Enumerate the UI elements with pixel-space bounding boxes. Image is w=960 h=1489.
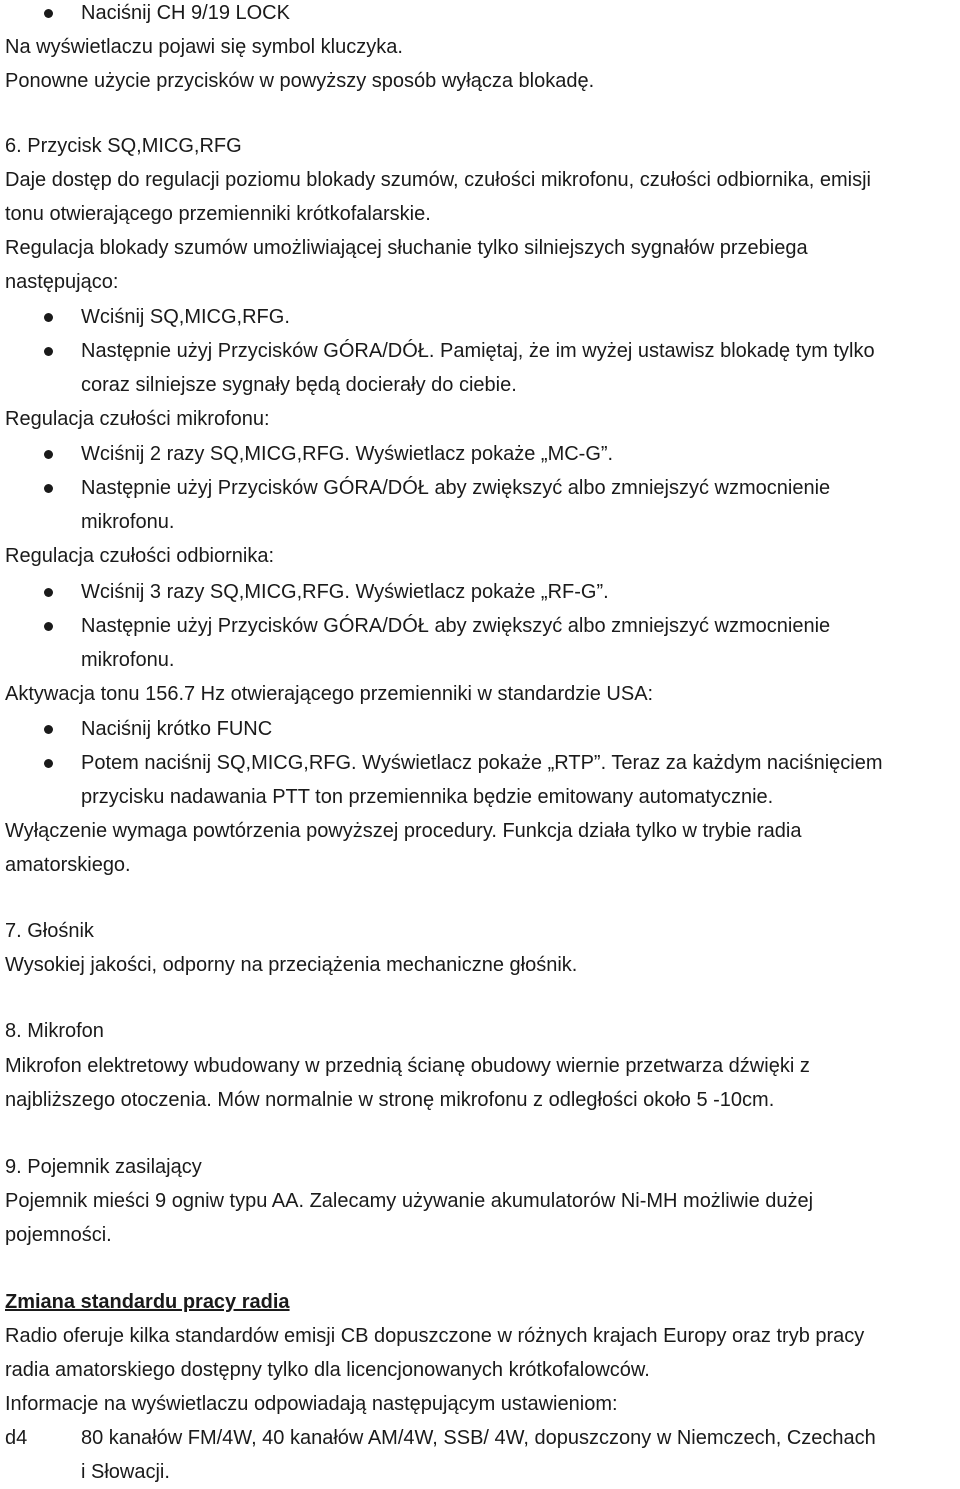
definition-value: 80 kanałów FM/4W, 40 kanałów AM/4W, SSB/ 4W, dopuszczony w Niemczech, Czechach [81, 1427, 876, 1449]
list-item: Następnie użyj Przycisków GÓRA/DÓŁ aby zwiększyć albo zmniejszyć wzmocnienie [81, 477, 831, 499]
bullet-icon [44, 725, 53, 734]
paragraph-line: amatorskiego. [5, 854, 131, 876]
bullet-icon [44, 484, 53, 493]
bullet-icon [44, 450, 53, 459]
list-item: Naciśnij krótko FUNC [81, 718, 273, 740]
list-item: Następnie użyj Przycisków GÓRA/DÓŁ. Pamiętaj, że im wyżej ustawisz blokadę tym tylko [81, 340, 875, 362]
list-item: Wciśnij SQ,MICG,RFG. [81, 306, 290, 328]
bold-underlined-heading: Zmiana standardu pracy radia [5, 1291, 290, 1313]
bullet-icon [44, 622, 53, 631]
section-heading: 7. Głośnik [5, 920, 94, 942]
list-item-continuation: przycisku nadawania PTT ton przemiennika będzie emitowany automatycznie. [81, 786, 774, 808]
paragraph-line: Wyłączenie wymaga powtórzenia powyższej procedury. Funkcja działa tylko w trybie radia [5, 820, 802, 842]
bullet-icon [44, 9, 53, 18]
paragraph-line: najbliższego otoczenia. Mów normalnie w stronę mikrofonu z odległości około 5 -10cm. [5, 1089, 775, 1111]
paragraph-line: Regulacja blokady szumów umożliwiającej słuchanie tylko silniejszych sygnałów przebiega [5, 237, 808, 259]
bullet-icon [44, 588, 53, 597]
section-heading: 8. Mikrofon [5, 1020, 104, 1042]
list-item: Wciśnij 2 razy SQ,MICG,RFG. Wyświetlacz pokaże „MC-G”. [81, 443, 614, 465]
paragraph-line: Informacje na wyświetlaczu odpowiadają następującym ustawieniom: [5, 1393, 618, 1415]
paragraph-line: Mikrofon elektretowy wbudowany w przednią ścianę obudowy wiernie przetwarza dźwięki z [5, 1055, 810, 1077]
list-item-continuation: mikrofonu. [81, 511, 175, 533]
lock-bullet: Naciśnij CH 9/19 LOCK [81, 2, 290, 24]
bullet-icon [44, 759, 53, 768]
paragraph-line: następująco: [5, 271, 119, 293]
lock-line: Ponowne użycie przycisków w powyższy sposób wyłącza blokadę. [5, 70, 595, 92]
subheading: Aktywacja tonu 156.7 Hz otwierającego przemienniki w standardzie USA: [5, 683, 654, 705]
lock-line: Na wyświetlaczu pojawi się symbol kluczyka. [5, 36, 403, 58]
paragraph-line: Daje dostęp do regulacji poziomu blokady szumów, czułości mikrofonu, czułości odbiornika, emisji [5, 169, 871, 191]
paragraph-line: tonu otwierającego przemienniki krótkofalarskie. [5, 203, 431, 225]
list-item: Następnie użyj Przycisków GÓRA/DÓŁ aby zwiększyć albo zmniejszyć wzmocnienie [81, 615, 831, 637]
list-item-continuation: mikrofonu. [81, 649, 175, 671]
subheading: Regulacja czułości odbiornika: [5, 545, 275, 567]
subheading: Regulacja czułości mikrofonu: [5, 408, 270, 430]
section-heading: 6. Przycisk SQ,MICG,RFG [5, 135, 242, 157]
section-heading: 9. Pojemnik zasilający [5, 1156, 202, 1178]
bullet-icon [44, 313, 53, 322]
definition-value-continuation: i Słowacji. [81, 1461, 170, 1483]
definition-key: d4 [5, 1427, 28, 1449]
list-item: Wciśnij 3 razy SQ,MICG,RFG. Wyświetlacz pokaże „RF-G”. [81, 581, 609, 603]
paragraph-line: Pojemnik mieści 9 ogniw typu AA. Zalecamy używanie akumulatorów Ni-MH możliwie dużej [5, 1190, 814, 1212]
paragraph-line: Wysokiej jakości, odporny na przeciążenia mechaniczne głośnik. [5, 954, 578, 976]
list-item: Potem naciśnij SQ,MICG,RFG. Wyświetlacz pokaże „RTP”. Teraz za każdym naciśnięciem [81, 752, 883, 774]
bullet-icon [44, 347, 53, 356]
list-item-continuation: coraz silniejsze sygnały będą docierały do ciebie. [81, 374, 517, 396]
paragraph-line: pojemności. [5, 1224, 112, 1246]
paragraph-line: Radio oferuje kilka standardów emisji CB dopuszczone w różnych krajach Europy oraz tryb pracy [5, 1325, 865, 1347]
paragraph-line: radia amatorskiego dostępny tylko dla licencjonowanych krótkofalowców. [5, 1359, 650, 1381]
